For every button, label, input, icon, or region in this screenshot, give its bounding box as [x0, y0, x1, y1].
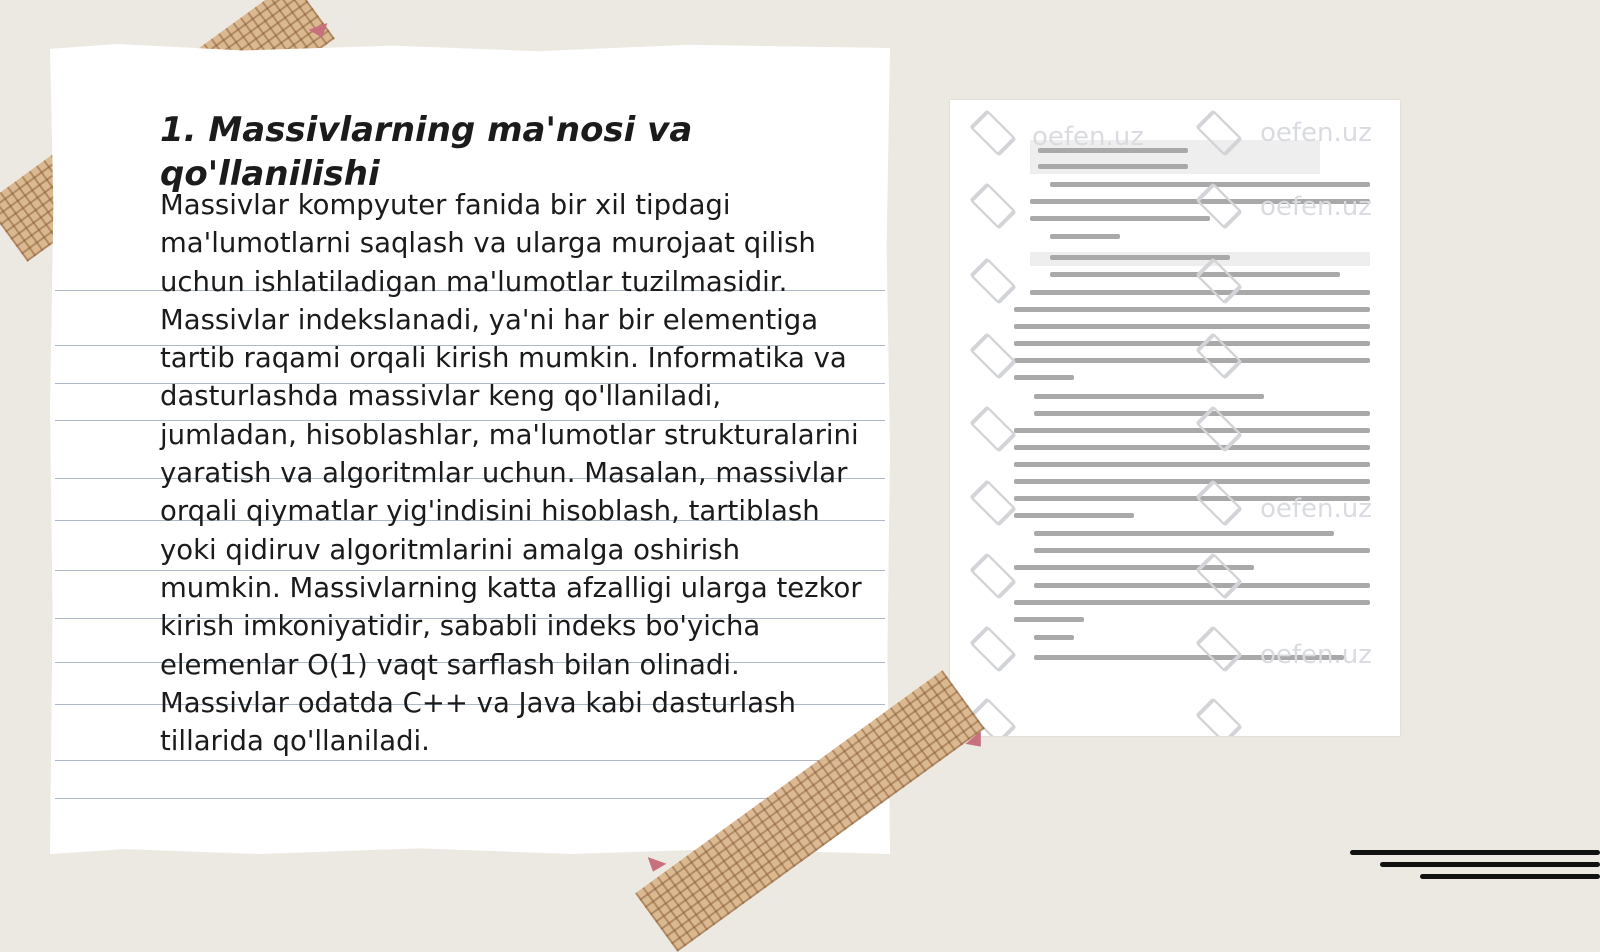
text-line [1014, 600, 1370, 605]
pin-marker [644, 857, 667, 875]
watermark-text: oefen.uz [1260, 118, 1372, 148]
text-line [1050, 255, 1230, 260]
text-line [1014, 428, 1370, 433]
text-line [1030, 290, 1370, 295]
text-line [1014, 307, 1370, 312]
text-line [1034, 635, 1074, 640]
text-line [1014, 479, 1370, 484]
watermark-logo-icon [1195, 625, 1243, 673]
watermark-logo-icon [969, 182, 1017, 230]
text-line [1038, 164, 1188, 169]
decorative-line [1350, 850, 1600, 855]
decorative-line [1420, 874, 1600, 879]
text-line [1014, 617, 1084, 622]
text-line [1014, 358, 1370, 363]
text-line [1034, 548, 1370, 553]
text-line [1014, 513, 1134, 518]
decorative-line [1380, 862, 1600, 867]
text-line [1034, 394, 1264, 399]
slide-body-text: Massivlar kompyuter fanida bir xil tipdagi ma'lumotlarni saqlash va ularga murojaat qilish uchun ishlatiladigan ma'lumotlar tuzilmasidir. Massivlar indekslanadi, ya'ni har bir elementiga tartib raqami orqali kirish mumkin. Informatika va dasturlashda massivlar keng qo'llaniladi, jumladan, hisoblashlar, ma'lumotlar strukturalarini yaratish va algoritmlar uchun. Masalan, massivlar orqali qiymatlar yig'indisini hisoblash, tartiblash yoki qidiruv algoritmlarini amalga oshirish mumkin. Massivlarning katta afzalligi ularga tezkor kirish imkoniyatidir, sababli indeks bo'yicha elemenlar O(1) vaqt sarflash bilan olinadi. Massivlar odatda C++ va Java kabi dasturlash tillarida qo'llaniladi. [160, 189, 862, 758]
watermark-logo-icon [1195, 479, 1243, 527]
watermark-text: oefen.uz [1260, 640, 1372, 670]
watermark-logo-icon [969, 625, 1017, 673]
watermark-logo-icon [969, 332, 1017, 380]
watermark-logo-icon [969, 109, 1017, 157]
document-page-image [950, 100, 1400, 736]
watermark-logo-icon [969, 257, 1017, 305]
watermark-logo-icon [1195, 182, 1243, 230]
slide-title: 1. Massivlarning ma'nosi va qo'llanilishi [160, 110, 693, 194]
text-line [1014, 375, 1074, 380]
watermark-text: oefen.uz [1032, 122, 1144, 152]
watermark-logo-icon [969, 405, 1017, 453]
watermark-logo-icon [969, 479, 1017, 527]
watermark-logo-icon [1195, 552, 1243, 600]
watermark-text: oefen.uz [1260, 494, 1372, 524]
watermark-logo-icon [969, 552, 1017, 600]
text-line [1050, 234, 1120, 239]
watermark-logo-icon [1195, 697, 1243, 736]
text-line [1034, 583, 1370, 588]
text-line [1014, 324, 1370, 329]
text-line [1030, 216, 1210, 221]
text-line [1014, 341, 1370, 346]
text-line [1014, 445, 1370, 450]
text-line [1034, 531, 1334, 536]
text-line [1014, 462, 1370, 467]
ruled-line [55, 798, 885, 799]
watermark-logo-icon [1195, 332, 1243, 380]
watermark-text: oefen.uz [1260, 192, 1372, 222]
